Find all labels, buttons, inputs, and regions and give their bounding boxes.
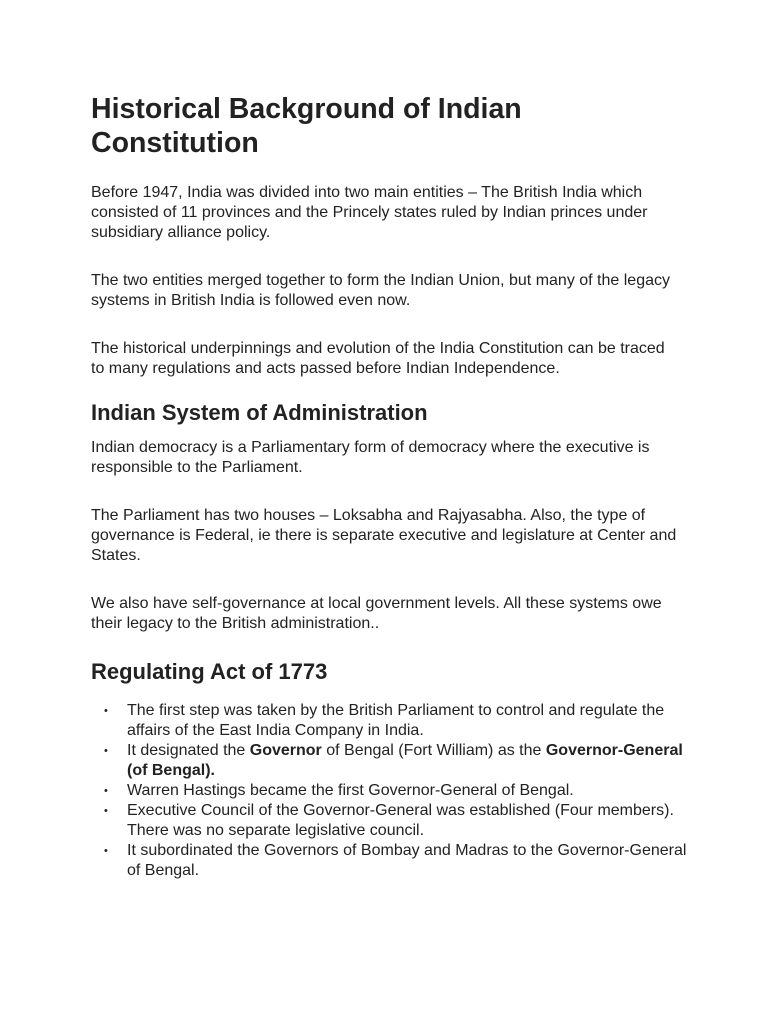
intro-paragraph-1: Before 1947, India was divided into two main entities – The British India which consisted of 11 provinces and the Princely states ruled by Indian princes under subsidiary alliance policy. (91, 184, 648, 241)
list-item (104, 701, 687, 741)
bullet-icon: • (104, 845, 108, 857)
list-item (104, 841, 687, 881)
list-item-text: The first step was taken by the British Parliament to control and regulate the affairs of the East India Company in India. (127, 702, 665, 739)
document-page (91, 92, 691, 881)
list-item-text: It subordinated the Governors of Bombay and Madras to the Governor-General of Bengal. (127, 842, 687, 879)
administration-paragraph-2: The Parliament has two houses – Loksabha and Rajyasabha. Also, the type of governance is Federal, ie there is separate executive and legislature at Center and States. (91, 507, 677, 564)
administration-paragraph-3: We also have self-governance at local government levels. All these systems owe their legacy to the British administration.. (91, 595, 662, 632)
section-heading-regulating-act: Regulating Act of 1773 (91, 659, 328, 684)
section-heading-administration: Indian System of Administration (91, 400, 428, 425)
regulating-act-list (91, 701, 687, 881)
list-item (104, 801, 687, 841)
list-item-bold-governor-general: Governor-General (of Bengal). (127, 742, 683, 779)
administration-paragraph-1: Indian democracy is a Parliamentary form of democracy where the executive is responsible to the Parliament. (91, 439, 650, 476)
list-item-text: Warren Hastings became the first Governor-General of Bengal. (127, 782, 574, 799)
intro-paragraph-3: The historical underpinnings and evolution of the India Constitution can be traced to many regulations and acts passed before Indian Independence. (91, 340, 665, 377)
list-item-bold-governor: Governor (249, 742, 322, 759)
list-item (104, 781, 687, 801)
list-item (104, 741, 687, 781)
bullet-icon: • (104, 705, 108, 717)
intro-paragraph-2: The two entities merged together to form the Indian Union, but many of the legacy systems in British India is followed even now. (91, 272, 670, 309)
bullet-icon: • (104, 805, 108, 817)
bullet-icon: • (104, 745, 108, 757)
list-item-text: Executive Council of the Governor-General was established (Four members). There was no separate legislative council. (127, 802, 674, 839)
list-item-text-pre: It designated the (127, 742, 250, 759)
page-title: Historical Background of Indian Constitution (91, 93, 522, 159)
bullet-icon: • (104, 785, 108, 797)
list-item-text-mid: of Bengal (Fort William) as the (321, 742, 546, 759)
